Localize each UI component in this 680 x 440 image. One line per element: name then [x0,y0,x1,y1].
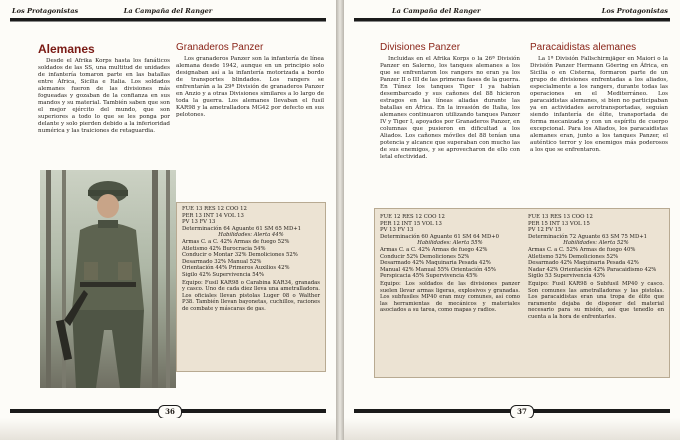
stat-line: Habilidades: Alerta 44% [218,232,284,239]
chapter-title: Alemanes [38,42,95,56]
section-title: Granaderos Panzer [176,42,264,53]
intro-text: Desde el Afrika Korps hasta los fanáticos soldados de las SS, una multitud de unidades de infantería tomaron parte en las batallas entre África, Sicilia e Italia. Los soldados alemanes fueron de las divisiones más fogueadas y gozaban de la confianza en sus mandos y su material. También saben que son el mejor ejército del mundo, que son superiores a todo lo que se les ponga por delante y solo pierden debido a la inferioridad numérica y las traiciones de retaguardia. [38,58,170,134]
running-header [12,6,324,18]
stat-line: Conducir 52% Demoliciones 52% [380,253,470,260]
page-footer [10,405,326,418]
header-left: Los Protagonistas [12,7,79,15]
stat-line: Armas C. a C. 42% Armas de fuego 52% [182,238,290,245]
section2-text: La 1ª División Fallschirmjäger en Maiori o la División Panzer Hermann Göering en África, en Sicilia o en Cisterna, formaron parte de un grupo de divisiones enfrentadas a los aliados, especialmente a los rangers, durante todas las operaciones en el Mediterráneo. Los paracaidistas alemanes, si bien no participaban ya en actividades aerotransportadas, seguían siendo infantería de élite, transportada de forma mecanizada y con un espíritu de cuerpo excepcional. Para los Aliados, los paracaidistas alemanes eran, junto a los tanques Panzer, el auténtico terror y los enemigos más poderosos a los que se enfrentaron. [530,56,668,153]
book-gutter [336,0,344,440]
stat-equipment: Equipo: Fusil KAR98 o Carabina KAR34, granadas y casco. Uno de cada diez lleva una ametralladora. Los oficiales llevan pistolas Luger 08 o Walther P38. También llevan bayonetas, cuchillos, raciones de combate y máscaras de gas. [182,279,320,312]
stat-line: FUE 12 RES 12 COO 12 [380,214,445,220]
stat-block-granaderos [176,202,326,372]
right-page [344,0,680,440]
header-center: La Campaña del Ranger [123,7,213,15]
stat-block-panzer [380,214,520,314]
stat-line: Sigilo 53 Supervivencia 43% [528,273,605,280]
stat-line: Desarmado 32% Manual 52% [182,258,262,265]
stat-line: Orientación 44% Primeros Auxilios 42% [182,265,290,272]
stat-line: Manual 42% Manual 55% Orientación 45% [380,266,496,273]
stat-line: FUE 13 RES 13 COO 12 [528,214,593,220]
stat-line: Sigilo 42% Supervivencia 54% [182,271,265,278]
stat-line: PER 12 INT 15 VOL 13 [380,220,442,227]
stat-line: Determinación 60 Aguante 61 SM 64 MD+0 [380,233,500,240]
header-center: La Campaña del Ranger [392,7,481,15]
stat-line: Armas C. a C. 42% Armas de fuego 42% [380,246,488,253]
soldier-figure [40,170,176,388]
running-header [356,6,668,18]
stat-line: PV 13 FV 13 [380,227,414,234]
stat-line: Desarmado 42% Maquinaria Pesada 42% [528,260,639,267]
page-number: 37 [510,405,534,419]
stat-line: Armas C. a C. 52% Armas de fuego 40% [528,246,636,253]
header-rule [10,18,326,22]
stat-line: Habilidades: Alerta 55% [417,240,483,247]
section-text: Los granaderos Panzer son la infantería de línea alemana desde 1942, aunque en un principio solo designaban así a la infantería motorizada a bordo de transportes blindados. Los rangers se enfrentarán a la 29ª División de granaderos Panzer en Anzio y a otras Divisiones similares a lo largo de toda la guerra. Los alemanes llevaban el fusil KAR98 y la ametralladora MG42 por defecto en sus pelotones. [176,56,324,118]
stat-equipment: Equipo: Fusil KAR98 o Subfusil MP40 y casco. Son comunes las ametralladoras y las pistolas. Los paracaidistas eran una tropa de élite que raramente dejaba de disponer del material necesario para su misión, así que tenedlo en cuenta a la hora de enfrentarles. [528,280,664,320]
header-rule [354,18,670,22]
stat-line: Atletismo 52% Demoliciones 52% [528,253,619,260]
stat-line: PER 15 INT 13 VOL 15 [528,220,590,227]
stat-line: PER 13 INT 14 VOL 13 [182,212,244,219]
stat-line: Perspicacia 45% Supervivencia 45% [380,273,478,280]
stat-line: FUE 13 RES 12 COO 12 [182,206,247,212]
soldier-photo [40,170,176,388]
stat-line: Conducir o Montar 32% Demoliciones 52% [182,252,298,259]
page-bottom-shade [0,418,336,440]
stat-line: Nadar 42% Orientación 42% Paracaidismo 42% [528,266,657,273]
page-bottom-shade [344,418,680,440]
stat-equipment: Equipo: Los soldados de las divisiones panzer suelen llevar armas ligeras, explosivos y granadas. Los subfusiles MP40 eran muy comunes, así como las herramientas de mecánicos y materiales asociados a su tarea, como mapas y radios. [380,280,520,314]
page-number: 36 [158,405,182,419]
stat-line: Atletismo 42% Burocracia 54% [182,245,266,252]
stat-line: Desarmado 42% Maquinaria Pesada 42% [380,260,491,267]
stat-block-paracaidistas [528,214,664,321]
section1-text: Incluidas en el Afrika Korps o la 26ª División Panzer en Salerno, los tanques alemanes a los que se enfrentaron los rangers no eran ya los Panzer II o III de las primeras fases de la guerra. En Túnez los tanques Tiger I ya habían desembarcado y sus cañones del 88 hicieron estragos en las líneas aliadas durante las batallas en África. En la invasión de Italia, los alemanes continuaron utilizando tanques Panzer IV y Tiger I, apoyados por Granaderos Panzer, en columnas que pusieron en dificultad a los Aliados. Los cañones móviles del 88 tenían una potencia y alcance que superaban con mucho las de sus enemigos, y se aprovecharon de ello con letal efectividad. [380,56,520,160]
section2-title: Paracaidistas alemanes [530,42,637,53]
stat-line: PV 13 FV 13 [182,219,216,226]
page-footer [354,405,670,418]
stat-line: Determinación 64 Aguante 61 SM 65 MD+1 [182,225,302,232]
header-right: Los Protagonistas [601,7,668,15]
left-page [0,0,336,440]
stat-line: PV 12 FV 15 [528,227,562,234]
stat-line: Determinación 72 Aguante 63 SM 75 MD+1 [528,233,648,240]
section1-title: Divisiones Panzer [380,42,461,53]
stat-line: Habilidades: Alerta 52% [563,240,629,247]
